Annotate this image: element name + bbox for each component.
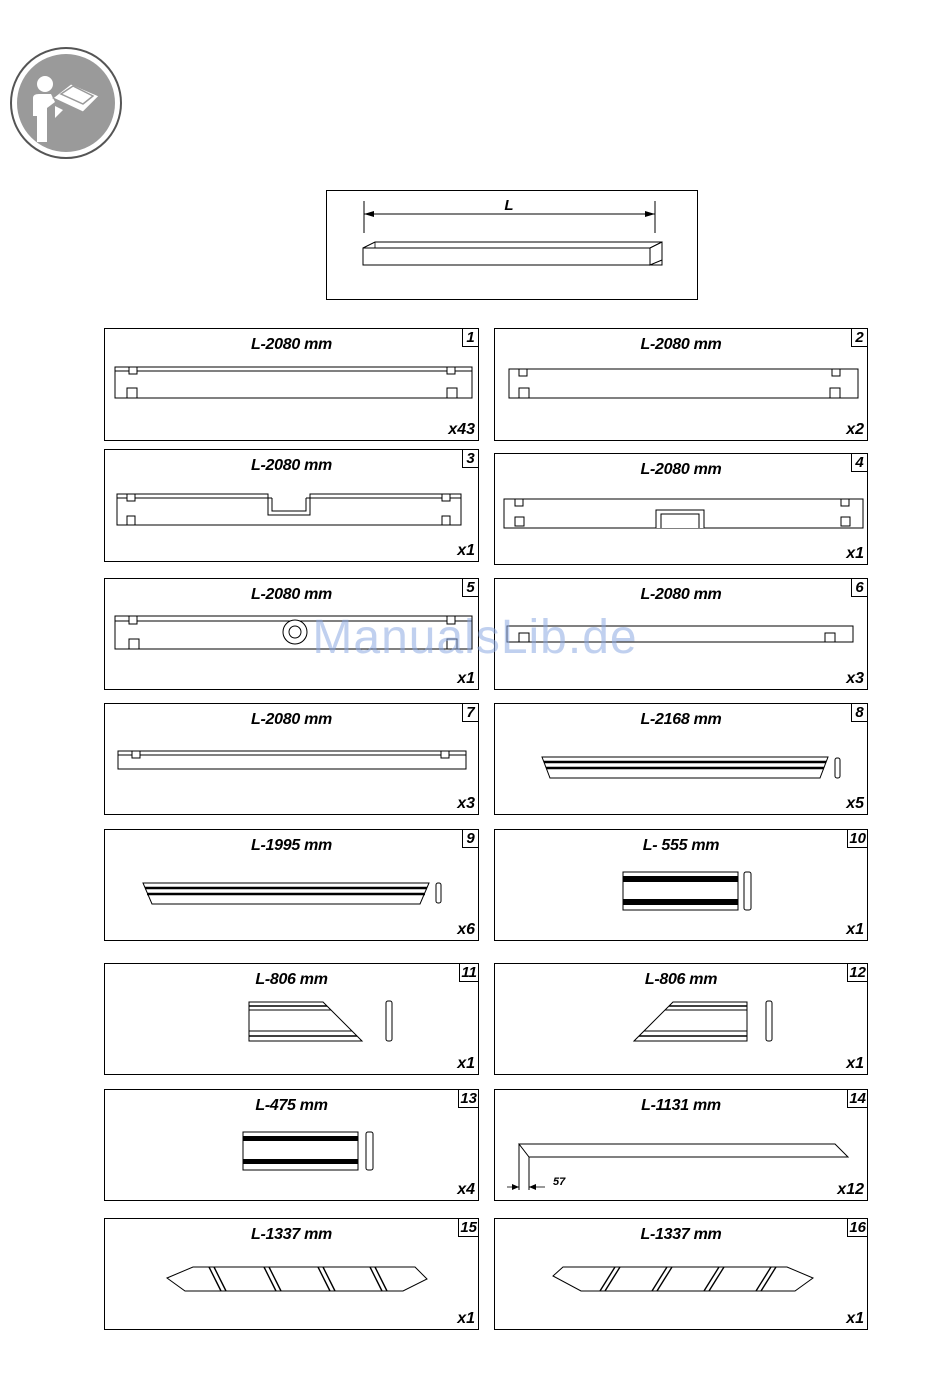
part-quantity: x1 [457,1310,475,1327]
part-length: L-1995 mm [251,837,332,854]
part-length: L-1337 mm [640,1226,722,1243]
part-number: 4 [851,454,867,472]
part-panel-13 [104,1089,479,1201]
part-length: L-2080 mm [251,457,332,474]
part-panel-4 [494,453,868,565]
part-drawing [105,450,480,563]
part-drawing [105,1090,480,1202]
part-panel-12 [494,963,868,1075]
part-quantity: x4 [457,1181,475,1198]
part-number: 10 [849,830,866,847]
part-quantity: x1 [846,1055,864,1072]
part-number: 1 [462,329,478,347]
part-number: 13 [460,1090,477,1107]
part-panel-6 [494,578,868,690]
part-drawing [105,1219,480,1331]
part-drawing [495,704,869,816]
part-panel-2 [494,328,868,441]
part-number: 2 [851,329,867,347]
part-number: 9 [462,830,478,848]
part-number: 5 [462,579,478,597]
part-quantity: x1 [846,545,864,562]
part-panel-14 [494,1089,868,1201]
part-length: L-2168 mm [640,711,722,728]
part-panel-10 [494,829,868,941]
part-panel-7 [104,703,479,815]
part-number: 11 [461,964,477,981]
dimension-legend [326,190,698,300]
part-drawing [495,1219,869,1331]
part-length: L-1131 mm [641,1097,721,1114]
part-drawing [105,964,480,1076]
part-drawing [105,704,480,816]
part-drawing [495,579,869,691]
part-length: L-2080 mm [251,336,332,353]
part-length: L-2080 mm [640,586,722,603]
part-panel-9 [104,829,479,941]
part-quantity: x5 [846,795,864,812]
part-panel-16 [494,1218,868,1330]
part-length: L-2080 mm [640,461,722,478]
part-length: L- 555 mm [642,837,720,854]
watermark: ManualsLib.de [312,611,638,664]
part-quantity: x43 [448,421,475,438]
part-number: 14 [849,1090,866,1107]
part-drawing [495,964,869,1076]
part-quantity: x6 [457,921,475,938]
part-panel-5 [104,578,479,690]
part-length: L-2080 mm [251,711,332,728]
part-number: 12 [849,964,866,981]
part-drawing [105,329,480,442]
part-number: 7 [462,704,478,722]
part-drawing [105,579,480,691]
part-drawing [495,454,869,566]
part-panel-1 [104,328,479,441]
part-number: 8 [851,704,867,722]
part-length: L-1337 mm [251,1226,332,1243]
legend-dimension-label: L [504,197,514,214]
part-quantity: x3 [457,795,475,812]
part-quantity: x12 [837,1181,864,1198]
part-quantity: x1 [846,921,864,938]
beam-legend-drawing [327,191,699,301]
part-drawing [495,1090,869,1202]
part-length: L-2080 mm [640,336,722,353]
part-panel-11 [104,963,479,1075]
part-quantity: x1 [457,1055,475,1072]
part-quantity: x3 [846,670,864,687]
part-drawing [495,830,869,942]
part-number: 16 [849,1219,866,1236]
part-drawing [495,329,869,442]
part-length: L-2080 mm [251,586,332,603]
part-number: 6 [851,579,867,597]
dimension-label: 57 [553,1176,566,1188]
part-number: 15 [460,1219,477,1236]
part-quantity: x2 [846,421,864,438]
part-length: L-475 mm [255,1097,328,1114]
part-panel-15 [104,1218,479,1330]
part-number: 3 [462,450,478,468]
part-drawing [105,830,480,942]
part-panel-3 [104,449,479,562]
read-manual-icon [9,46,124,161]
part-length: L-806 mm [644,971,718,988]
part-quantity: x1 [846,1310,864,1327]
part-panel-8 [494,703,868,815]
part-quantity: x1 [457,542,475,559]
part-quantity: x1 [457,670,475,687]
part-length: L-806 mm [255,971,328,988]
